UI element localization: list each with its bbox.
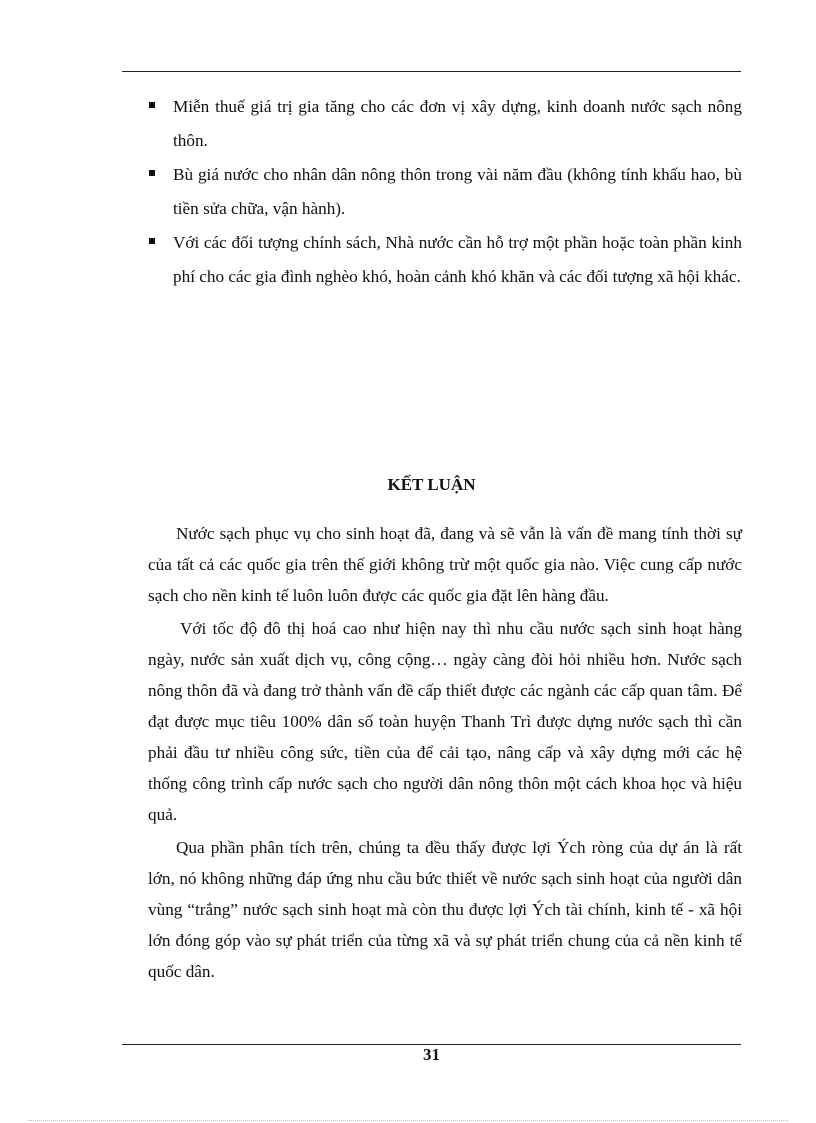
square-bullet-icon: [149, 170, 155, 176]
page-number: 31: [423, 1045, 440, 1064]
bullet-text: Với các đối tượng chính sách, Nhà nước cần hỗ trợ một phần hoặc toàn phần kinh phí cho các gia đình nghèo khó, hoàn cảnh khó khăn và các đối tượng xã hội khác.: [173, 233, 742, 286]
paragraph: Qua phần phân tích trên, chúng ta đều thấy được lợi Ých ròng của dự án là rất lớn, nó không những đáp ứng nhu cầu bức thiết về nước sạch sinh hoạt của người dân vùng “trắng” nước sạch sinh hoạt mà còn thu được lợi Ých tài chính, kinh tế - xã hội lớn đóng góp vào sự phát triển của từng xã và sự phát triển chung của cả nền kinh tế quốc dân.: [148, 838, 742, 981]
policy-bullet-list: [148, 90, 742, 294]
bullet-item: [148, 158, 742, 226]
paragraph: Nước sạch phục vụ cho sinh hoạt đã, đang và sẽ vẫn là vấn đề mang tính thời sự của tất cả các quốc gia trên thế giới không trừ một quốc gia nào. Việc cung cấp nước sạch cho nền kinh tế luôn luôn được các quốc gia đặt lên hàng đầu.: [148, 524, 742, 605]
section-heading: KẾT LUẬN: [387, 475, 476, 494]
header-rule: [122, 71, 741, 72]
paragraph: Với tốc độ đô thị hoá cao như hiện nay thì nhu cầu nước sạch sinh hoạt hàng ngày, nước sản xuất dịch vụ, công cộng… ngày càng đòi hỏi nhiều hơn. Nước sạch nông thôn đã và đang trở thành vấn đề cấp thiết được các ngành các cấp quan tâm. Để đạt được mục tiêu 100% dân số toàn huyện Thanh Trì được dựng nước sạch thì cần phải đầu tư nhiều công sức, tiền của để cải tạo, nâng cấp và xây dựng mới các hệ thống công trình cấp nước sạch cho người dân nông thôn một cách khoa học và hiệu quả.: [148, 619, 742, 824]
bullet-item: [148, 226, 742, 294]
square-bullet-icon: [149, 102, 155, 108]
bullet-text: Miễn thuế giá trị gia tăng cho các đơn vị xây dựng, kinh doanh nước sạch nông thôn.: [173, 97, 742, 150]
page-edge-dotted-rule: [28, 1120, 788, 1121]
square-bullet-icon: [149, 238, 155, 244]
conclusion-body: [148, 518, 742, 989]
bullet-text: Bù giá nước cho nhân dân nông thôn trong vài năm đầu (không tính khấu hao, bù tiền sửa chữa, vận hành).: [173, 165, 742, 218]
bullet-item: [148, 90, 742, 158]
